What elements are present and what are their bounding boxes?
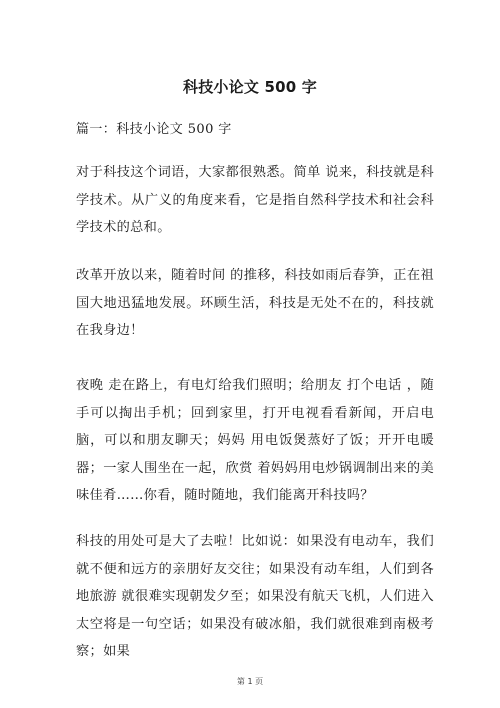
document-subtitle: 篇一：科技小论文 500 字 — [76, 122, 232, 137]
paragraph-4: 科技的用处可是大了去啦！比如说：如果没有电动车，我们就不便和远方的亲朋好友交往；如果没有动车组，人们到各地旅游 就很难实现朝发夕至；如果没有航天飞机，人们进入太空将是一句空话；如果没有破冰船，我们就很难到南极考察；如果 — [76, 534, 434, 659]
document-title: 科技小论文 500 字 — [183, 78, 317, 96]
page-number: 第 1 页 — [236, 677, 264, 686]
paragraph-3: 夜晚 走在路上，有电灯给我们照明；给朋友 打个电话 ，随手可以掏出手机；回到家里，打开电视看看新闻，开启电脑，可以和朋友聊天；妈妈 用电饭煲蒸好了饭；开开电暖器；一家人围坐在一起，欣赏 着妈妈用电炒锅调制出来的美味佳肴……你看，随时随地，我们能离开科技吗？ — [76, 378, 434, 503]
paragraph-1: 对于科技这个词语，大家都很熟悉。简单 说来，科技就是科学技术。从广义的角度来看，它是指自然科学技术和社会科学技术的总和。 — [76, 165, 434, 235]
paragraph-2: 改革开放以来，随着时间 的推移，科技如雨后春笋，正在祖国大地迅猛地发展。环顾生活，科技是无处不在的，科技就在我身边！ — [76, 268, 434, 338]
